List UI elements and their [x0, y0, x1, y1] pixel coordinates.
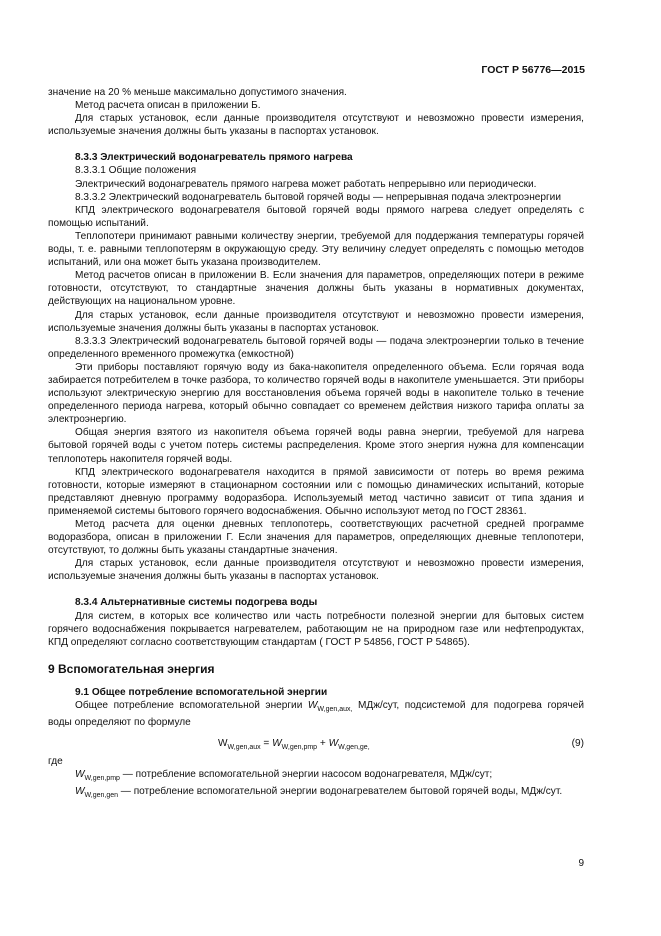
paragraph: 8.3.3.3 Электрический водонагреватель бытовой горячей воды — подача электроэнергии только в течение определенного временного промежутка (емкостной) — [48, 335, 584, 360]
spacer — [48, 677, 584, 686]
paragraph: Метод расчетов описан в приложении В. Если значения для параметров, определяющих потери в режиме готовности, отсутствуют, то стандартные значения должны быть указаны в нормативных документах, действующих на национальном уровне. — [48, 270, 584, 308]
paragraph: Теплопотери принимают равными количеству энергии, требуемой для поддержания температуры горячей воды, т. е. равными теплопотерям в окружающую среду. Эту величину следует определять с помощью методов испытаний, или она может быть указана производителем. — [48, 230, 584, 269]
standard-header: ГОСТ Р 56776—2015 — [481, 64, 585, 76]
paragraph: 8.3.3.1 Общие положения — [75, 165, 197, 177]
paragraph: Для старых установок, если данные производителя отсутствуют и невозможно провести измерения, используемые значения должны быть указаны в паспортах установок. — [48, 558, 584, 583]
paragraph: значение на 20 % меньше максимально допустимого значения. — [48, 87, 347, 98]
formula-number: (9) — [571, 738, 584, 750]
formula-expression: $W_{W,gen,aux} = W_{W,gen,pmp} + W_{W,gen,ge,}$ — [218, 738, 370, 752]
page-number: 9 — [578, 858, 584, 869]
subsection-heading-8-3-3: 8.3.3 Электрический водонагреватель прямого нагрева — [75, 152, 353, 164]
spacer — [48, 583, 584, 596]
section-heading-9: 9 Вспомогательная энергия — [48, 661, 215, 676]
paragraph: Для систем, в которых все количество или часть потребности полезной энергии для бытовых систем горячего водоснабжения покрывается нагревателем, работающим не на природном газе или нефтепродуктах, КПД определяют согласно соответствующим стандартам ( ГОСТ Р 54856, ГОСТ Р 54865). — [48, 610, 584, 648]
paragraph: Общая энергия взятого из накопителя объема горячей воды равна энергии, требуемой для нагрева бытовой горячей воды с учетом потерь системы распределения. Кроме этого энергия нужна для компенсации теплопотерь накопителя горячей воды. — [48, 427, 584, 465]
subsection-heading-9-1: 9.1 Общее потребление вспомогательной энергии — [75, 686, 328, 698]
paragraph-formula-intro: Общее потребление вспомогательной энергии $W_{W,gen,aux,}$ МДж/сут, подсистемой для подогрева горячей воды определяют по формуле — [48, 699, 584, 729]
document-body — [48, 86, 584, 802]
paragraph: КПД электрического водонагревателя находится в прямой зависимости от потерь во время режима готовности, которые измеряют в стационарном состоянии или с помощью динамических испытаний, которые представляют дневную программу водоразбора. Используемый метод частично зависит от типа здания и применяемой системы бытового горячего водоснабжения. Обычно используют метод по ГОСТ 28361. — [48, 466, 584, 517]
paragraph: Метод расчета описан в приложении Б. — [75, 100, 261, 112]
subsection-heading-8-3-4: 8.3.4 Альтернативные системы подогрева воды — [75, 597, 318, 609]
paragraph: Для старых установок, если данные производителя отсутствуют и невозможно провести измерения, используемые значения должны быть указаны в паспортах установок. — [48, 309, 584, 334]
paragraph: Эти приборы поставляют горячую воду из бака-накопителя определенного объема. Если горячая вода забирается потребителем в точке разбора, то количество горячей воды в накопителе уменьшается. Эти приборы используют электрическую энергию для восстановления объема горячей воды в накопителе только в течение определенного периода нагрева, который обычно совпадает со временем действия низкого тарифа оплаты за электроэнергию. — [48, 361, 584, 426]
definition-w-gen-pmp: $W_{W,gen,pmp}$ — потребление вспомогательной энергии насосом водонагревателя, МДж/сут; — [75, 769, 493, 783]
formula-9 — [48, 733, 584, 755]
paragraph: Для старых установок, если данные производителя отсутствуют и невозможно провести измерения, используемые значения должны быть указаны в паспортах установок. — [48, 113, 584, 138]
paragraph: КПД электрического водонагревателя бытовой горячей воды прямого нагрева следует определять с помощью испытаний. — [48, 204, 584, 229]
paragraph: 8.3.3.2 Электрический водонагреватель бытовой горячей воды — непрерывная подача электроэнергии — [75, 191, 561, 203]
spacer — [48, 138, 584, 151]
paragraph: Метод расчета для оценки дневных теплопотерь, соответствующих расчетной средней программе водоразбора, описан в приложении Г. Если значения для параметров, определяющих дневные теплопотери, отсутствуют, то должны быть указаны стандартные значения. — [48, 519, 584, 557]
where-label: где — [48, 756, 63, 768]
spacer — [48, 649, 584, 662]
definition-w-gen-gen: $W_{W,gen,gen}$ — потребление вспомогательной энергии водонагревателем бытовой горячей воды, МДж/сут. — [75, 786, 563, 800]
paragraph: Электрический водонагреватель прямого нагрева может работать непрерывно или периодически. — [75, 178, 537, 190]
